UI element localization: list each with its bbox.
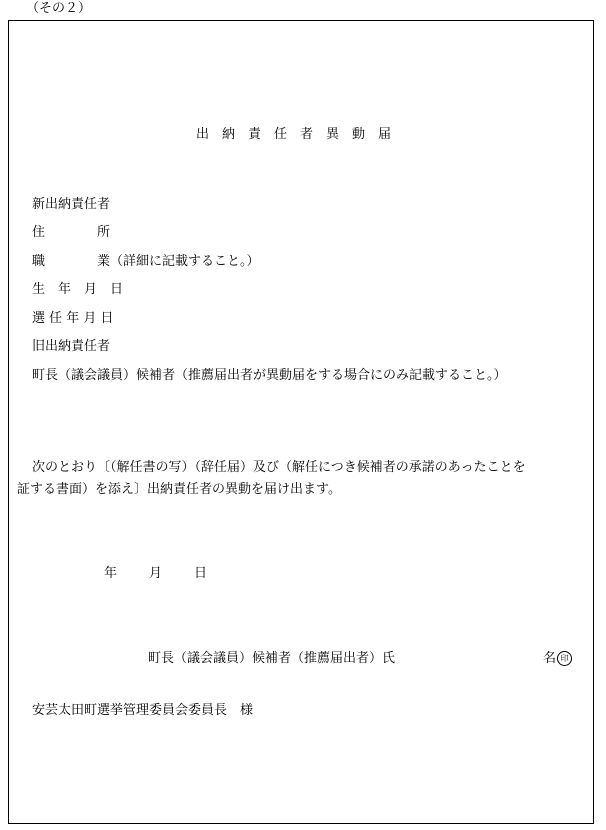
field-occupation — [32, 254, 260, 270]
field-candidate-note: （推薦届出者が異動届をする場合にのみ記載すること。） — [175, 368, 507, 383]
field-appointment-date: 選 任 年 月 日 — [32, 311, 114, 326]
signature-name-suffix — [543, 651, 572, 667]
date-day: 日 — [194, 566, 208, 581]
field-birth-date: 生 年 月 日 — [32, 282, 124, 297]
field-address: 住 所 — [32, 225, 111, 240]
statement-line-1: 次のとおり〔（解任書の写）（辞任届）及び（解任につき候補者の承諾のあったことを — [32, 460, 526, 475]
date-month: 月 — [149, 566, 163, 581]
field-candidate-label: 町長（議会議員）候補者 — [32, 368, 176, 383]
form-title: 出 納 責 任 者 異 動 届 — [196, 127, 392, 142]
field-former-officer: 旧出納責任者 — [32, 339, 111, 354]
signature-name-char: 名 — [543, 651, 557, 666]
date-year: 年 — [104, 566, 118, 581]
statement-line-2: 証する書面）を添え〕出納責任者の異動を届け出ます。 — [17, 482, 341, 497]
field-candidate — [32, 368, 507, 384]
sheet-number: （その２） — [26, 1, 92, 16]
field-occupation-note: （詳細に記載すること。） — [110, 254, 260, 269]
seal-mark — [557, 651, 572, 666]
field-new-officer: 新出納責任者 — [32, 197, 111, 212]
signature-label: 町長（議会議員）候補者（推薦届出者）氏 — [148, 651, 396, 666]
addressee: 安芸太田町選挙管理委員会委員長 様 — [32, 703, 254, 718]
seal-char: 印 — [560, 654, 569, 663]
field-occupation-label: 職 業 — [32, 254, 111, 269]
